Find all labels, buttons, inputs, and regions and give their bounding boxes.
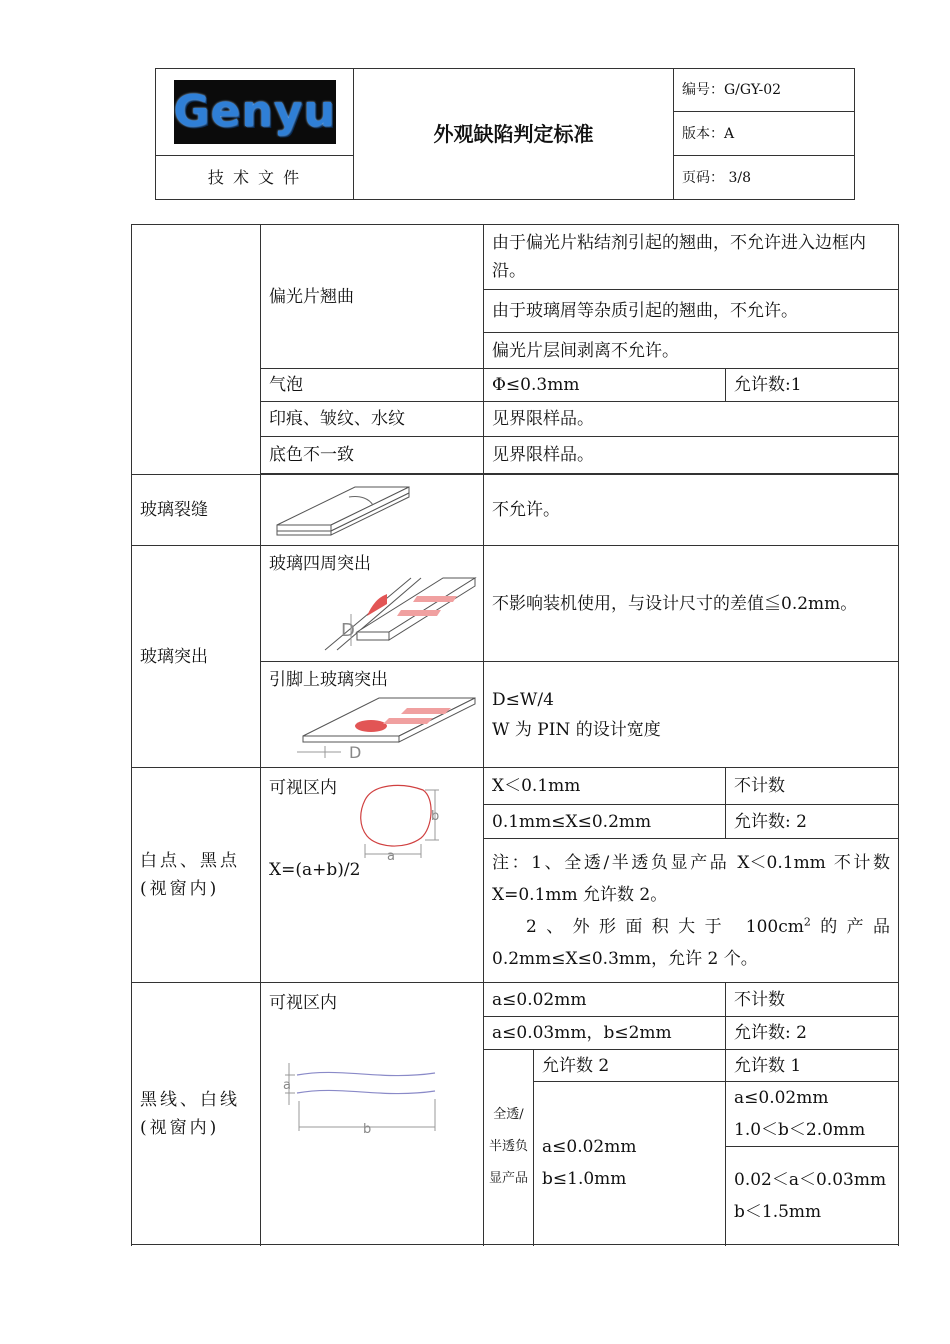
dots-row2-spec: 0.1mm≤X≤0.2mm	[484, 805, 726, 839]
edge-protrusion-d-label: D	[341, 620, 355, 641]
polarizer-warp-label: 偏光片翘曲	[261, 225, 484, 369]
lines-allow1b-spec	[726, 1147, 899, 1245]
document-version: 版本：A	[674, 112, 855, 156]
dots-figure-cell	[261, 768, 484, 983]
lines-col-allow2: 允许数 2	[534, 1050, 726, 1082]
pin-spec-line-1: D≤W/4	[492, 689, 554, 710]
lines-allow1b-spec-1: 0.02＜a＜0.03mm	[734, 1169, 887, 1190]
dots-area-label: 可视区内	[269, 778, 337, 798]
page-number: 页码： 3/8	[674, 156, 855, 200]
company-logo	[174, 80, 336, 144]
glass-edge-protrusion-spec: 不影响装机使用，与设计尺寸的差值≦0.2mm。	[484, 546, 899, 662]
pin-glass-protrusion-diagram	[261, 690, 484, 762]
lines-row1-spec: a≤0.02mm	[484, 983, 726, 1017]
lines-figure-cell	[261, 983, 484, 1245]
logo-cell	[156, 69, 354, 156]
base-color-spec: 见界限样品。	[484, 437, 899, 474]
lines-allow2-spec	[534, 1082, 726, 1245]
dot-size-diagram	[261, 774, 484, 864]
glass-edge-protrusion-label: 玻璃四周突出	[269, 554, 371, 574]
polarizer-rule-2: 由于玻璃屑等杂质引起的翘曲，不允许。	[484, 290, 899, 333]
lines-allow1a-spec-2: 1.0＜b＜2.0mm	[734, 1120, 866, 1140]
document-code: 编号：G/GY-02	[674, 69, 855, 112]
dots-formula: X=(a+b)/2	[269, 860, 361, 880]
document-title: 外观缺陷判定标准	[354, 69, 674, 200]
lines-row2-spec: a≤0.03mm，b≤2mm	[484, 1017, 726, 1050]
dots-notes	[484, 839, 899, 983]
lines-allow1b-spec-2: b＜1.5mm	[734, 1201, 822, 1222]
glass-protrusion-label: 玻璃突出	[132, 546, 261, 768]
document-type: 技 术 文 件	[156, 156, 354, 200]
pin-glass-protrusion-spec	[484, 662, 899, 768]
bubble-label: 气泡	[261, 369, 484, 402]
lines-allow1a-spec	[726, 1082, 899, 1147]
dots-note-2-part-b: 的产品 0.2mm≤X≤0.3mm，允许 2 个。	[492, 916, 891, 969]
lines-area-label: 可视区内	[269, 993, 337, 1013]
glass-crack-diagram	[261, 475, 484, 545]
pin-glass-protrusion-label: 引脚上玻璃突出	[269, 670, 388, 690]
dots-label: 白点、黑点(视窗内)	[132, 768, 261, 983]
glass-crack-spec: 不允许。	[484, 475, 899, 546]
pin-glass-protrusion-cell	[261, 662, 484, 768]
dots-note-1: 注：1、全透/半透负显产品 X＜0.1mm 不计数 X=0.1mm 允许数 2。	[492, 852, 891, 905]
logo-text: Genyu	[173, 86, 336, 137]
bubble-allow: 允许数:1	[726, 369, 899, 402]
lines-allow2-spec-1: a≤0.02mm	[542, 1137, 637, 1157]
dots-row1-allow: 不计数	[726, 768, 899, 805]
lines-label: 黑线、白线(视窗内)	[132, 983, 261, 1245]
line-size-diagram	[261, 1041, 484, 1151]
lines-product-type: 全透/半透负显产品	[484, 1050, 534, 1245]
polarizer-rule-3: 偏光片层间剥离不允许。	[484, 333, 899, 369]
glass-crack-figure	[261, 475, 484, 546]
marks-spec: 见界限样品。	[484, 402, 899, 437]
document-header	[155, 68, 855, 200]
lines-allow2-spec-2: b≤1.0mm	[542, 1169, 627, 1189]
lines-col-allow1: 允许数 1	[726, 1050, 899, 1082]
dots-note-2-part-a: 2、外形面积大于 100cm	[526, 916, 804, 937]
dots-row1-spec: X＜0.1mm	[484, 768, 726, 805]
dots-note-2	[492, 911, 890, 975]
defect-criteria-table	[131, 224, 899, 1245]
dots-row2-allow: 允许数: 2	[726, 805, 899, 839]
polarizer-rule-1: 由于偏光片粘结剂引起的翘曲，不允许进入边框内沿。	[484, 225, 899, 290]
lines-allow1a-spec-1: a≤0.02mm	[734, 1088, 829, 1108]
dot-a-label: a	[387, 849, 395, 864]
marks-label: 印痕、皱纹、水纹	[261, 402, 484, 437]
glass-crack-label: 玻璃裂缝	[132, 475, 261, 546]
glass-edge-protrusion-diagram	[261, 574, 484, 656]
dots-note-2-superscript: 2	[803, 914, 811, 928]
lines-row1-allow: 不计数	[726, 983, 899, 1017]
glass-edge-protrusion-cell	[261, 546, 484, 662]
dot-b-label: b	[431, 809, 440, 824]
pin-spec-line-2: W 为 PIN 的设计宽度	[492, 719, 661, 740]
line-b-label: b	[363, 1122, 372, 1137]
line-a-label: a	[283, 1078, 291, 1093]
pin-protrusion-d-label: D	[349, 743, 362, 762]
bubble-spec: Φ≤0.3mm	[484, 369, 726, 402]
base-color-label: 底色不一致	[261, 437, 484, 474]
lines-row2-allow: 允许数: 2	[726, 1017, 899, 1050]
category-cell-blank	[132, 225, 261, 475]
